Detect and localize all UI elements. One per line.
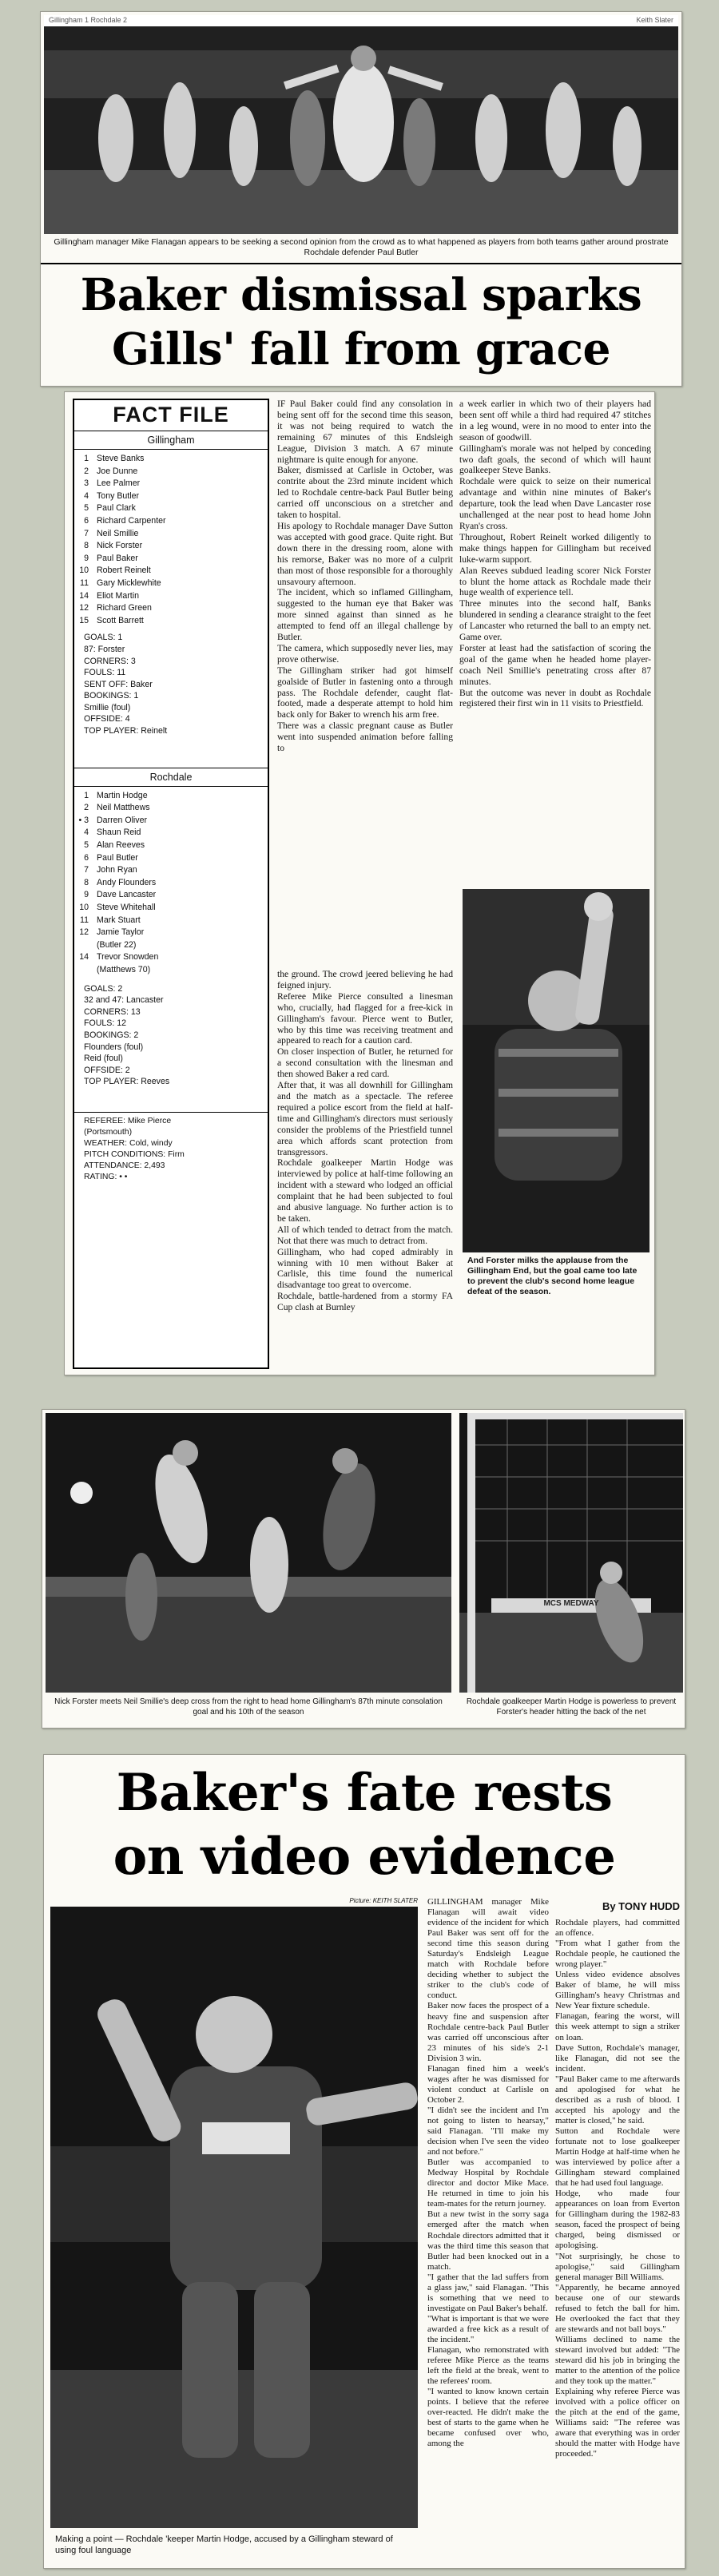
photo-artwork (50, 1907, 418, 2528)
home-lineup-row (74, 528, 268, 541)
shirt-number (74, 964, 97, 977)
article-column-1: GILLINGHAM manager Mike Flanagan will await video evidence of the incident for which Paul Baker was sent off for the second time this season during Saturday's Endsleigh League match with Rochdale before deciding whether to subject the striker to the club's code of conduct. Baker now faces the prospect of a heavy fine and suspension after Rochdale centre-back Paul Butler was carried off unconscious after 23 minutes of his side's 2-1 Division 3 win. Flanagan fined him a week's wages after he was dismissed for violent conduct at Carlisle on October 2. "I didn't see the incident and I'm not going to listen to hearsay," said Flanagan. "I'll make my decision when I've seen the video and not before." Butler was accompanied to Medway Hospital by Rochdale director and doctor Mike Mace. He returned in time to join his team-mates for the return journey. But a new twist in the sorry saga emerged after the match when Rochdale directors admitted that it was the third time this season that Butler had been knocked out in a match. "I gather that the lad suffers from a glass jaw," said Flanagan. "This is something that we need to investigate on Paul Baker's behalf. "What is important is that we were awarded a free kick as a result of the incident." Flanagan, who remonstrated with referee Mike Pierce as the teams left the field at the break, went to the referees' room. "I wanted to know known certain points. I believe that the referee over-reacted. He didn't make the best of starts to the game when he became confused over who, among the (427, 1897, 549, 2449)
shirt-number: 15 (79, 615, 89, 625)
rule-divider (41, 263, 681, 264)
player-name: Tony Butler (97, 490, 139, 501)
player-name: Eliot Martin (97, 590, 139, 601)
photo-caption-hodge-beaten: Rochdale goalkeeper Martin Hodge is powerless to prevent Forster's header hitting the back of the net (466, 1697, 677, 1717)
away-lineup-row (74, 852, 268, 865)
stat-line: BOOKINGS: 1 (84, 691, 139, 701)
fact-file-title: FACT FILE (113, 403, 229, 427)
shirt-number: 12 (79, 603, 89, 613)
home-lineup-row (74, 466, 268, 478)
shirt-number: 9 (84, 553, 89, 563)
player-name: Dave Lancaster (97, 890, 157, 900)
home-lineup-row (74, 578, 268, 590)
shirt-number: 2 (84, 803, 89, 813)
article-column-1-cont: the ground. The crowd jeered believing he had feigned injury. Referee Mike Pierce consulted a linesman who, crucially, had flagged for a free-kick in Gillingham's favour. Pierce went to Butler, who by this time was receiving treatment and appeared to reach for a caution card. On closer inspection of Butler, he returned for a second consultation with the linesman and then showed Baker a red card. After that, it was all downhill for Gillingham and the match as a spectacle. The referee required a police escort from the field at half-time and Gillingham's directors must seriously consider the problems of the Priestfield tunnel area which affords scant protection from transgressors. Rochdale goalkeeper Martin Hodge was interviewed by police at half-time following an incident with a steward who lodged an official complaint that he had been subjected to foul and abusive language. No further action is to be taken. All of which tended to detract from the match. Not that there was much to detract from. Gillingham, who had coped admirably in winning with 10 men without Baker at Carlisle, this time found the numerical disadvantage too great to overcome. Rochdale, battle-hardened from a stormy FA Cup clash at Burnley (277, 969, 453, 1313)
stat-line: CORNERS: 13 (84, 1006, 141, 1017)
player-name: Steve Banks (97, 454, 145, 463)
match-info-line: PITCH CONDITIONS: Firm (84, 1149, 185, 1159)
away-stats (74, 983, 268, 1088)
photo-hodge-beaten (459, 1413, 683, 1693)
photo-forster-celebration (463, 889, 649, 1252)
stat-line: GOALS: 2 (84, 983, 123, 994)
away-team-heading: Rochdale (74, 768, 268, 787)
photo-clipping-2 (42, 1409, 685, 1729)
player-name: Paul Butler (97, 852, 138, 863)
home-lineup-row (74, 478, 268, 490)
home-lineup-row (74, 590, 268, 603)
shirt-number: 5 (84, 840, 89, 851)
player-name: Gary Micklewhite (97, 578, 161, 588)
shirt-number: 10 (79, 566, 89, 576)
home-lineup-row (74, 490, 268, 503)
player-name: Andy Flounders (97, 877, 157, 887)
headline-baker-dismissal (44, 268, 678, 387)
stat-line: GOALS: 1 (84, 633, 123, 643)
player-name: Richard Green (97, 603, 152, 613)
shirt-number: 10 (79, 903, 89, 912)
player-name: Robert Reinelt (97, 566, 151, 576)
player-name: Jamie Taylor (97, 927, 145, 938)
shirt-number: 8 (84, 541, 89, 551)
shirt-number: 14 (79, 590, 89, 601)
photo-hodge-gesture (50, 1907, 418, 2528)
article-clipping-1 (40, 11, 682, 387)
article-clipping-3 (43, 1754, 685, 2569)
home-lineup-row (74, 602, 268, 615)
home-lineup-row (74, 453, 268, 466)
article-column-2: a week earlier in which two of their players had been sent off while a third had required 47 stitches in a leg wound, were in no mood to enter into the season of goodwill. Gillingham's morale was not helped by conceding two daft goals, the second of which will haunt goalkeeper Steve Banks. Rochdale were quick to seize on their numerical advantage and within nine minutes of Baker's departure, took the lead when Dave Lancaster rose unchallenged at the near post to head home John Ryan's cross. Throughout, Robert Reinelt worked diligently to make things happen for Gillingham but received luke-warm support. Alan Reeves subdued leading scorer Nick Forster to blunt the home attack as Rochdale made their huge wealth of experience tell. Three minutes into the second half, Banks blundered in sending a clearance straight to the feet of Lancaster who returned the ball to an empty net. Game over. Forster at least had the satisfaction of scoring the goal of the game when he headed home player-coach Neil Smillie's penetrating cross after 87 minutes. But the outcome was never in doubt as Rochdale registered their first win in 11 visits to Priestfield. (459, 399, 651, 709)
stat-line: CORNERS: 3 (84, 656, 136, 666)
headline-line-2: Gills' fall from grace (111, 323, 611, 375)
fact-file-box (73, 399, 269, 1369)
shirt-number (74, 939, 97, 952)
home-stats (74, 632, 268, 736)
stat-line: Reid (foul) (84, 1054, 123, 1064)
away-lineup-row (74, 939, 268, 952)
clipping-header-strip (44, 15, 678, 26)
away-lineup-row (74, 951, 268, 964)
player-name: Darren Oliver (97, 815, 147, 825)
photo-artwork (463, 889, 649, 1252)
away-lineup-row (74, 964, 268, 977)
home-lineup-row (74, 615, 268, 628)
picture-credit: Picture: KEITH SLATER (349, 1897, 418, 1904)
shirt-number: 2 (84, 466, 89, 476)
player-name: Neil Smillie (97, 528, 139, 538)
home-lineup (74, 453, 268, 627)
shirt-number: 11 (80, 915, 89, 925)
stat-line: 87: Forster (84, 644, 125, 654)
away-lineup-row (74, 889, 268, 902)
match-info-line: REFEREE: Mike Pierce (84, 1116, 172, 1125)
player-name: Trevor Snowden (97, 952, 159, 963)
match-info-line: RATING: • • (84, 1172, 128, 1181)
article-column-2: Rochdale players, had committed an offence. "From what I gather from the Rochdale people, he cautioned the wrong player." Unless video evidence absolves Baker of blame, he will miss Gillingham's heavy Christmas and New Year fixture schedule. Flanagan, fearing the worst, will this week attempt to sign a striker on loan. Dave Sutton, Rochdale's manager, like Flanagan, did not see the incident. "Paul Baker came to me afterwards and apologised for what he described as a rush of blood. I accepted his apology and the matter is closed," he said. Sutton and Rochdale were fortunate not to lose goalkeeper Martin Hodge at half-time when he was interviewed by police after a Gillingham steward complained that he had used foul language. Hodge, who made four appearances on loan from Everton for Gillingham during the 1982-83 season, faced the prospect of being charged, being dismissed or apologising. "Not surprisingly, he chose to apologise," said Gillingham general manager Bill Williams. "Apparently, he became annoyed because one of our stewards refused to fetch the ball for him. He overlooked the fact that they are stewards and not ball boys." Williams declined to name the steward involved but added: "The steward did his job in bringing the matter to the attention of the police and they took up the matter." Explaining why referee Pierce was involved with a police officer on the pitch at the end of the game, Williams said: "The referee was aware that everything was in order should the matter with Hodge have proceeded." (555, 1918, 680, 2459)
home-lineup-row (74, 553, 268, 566)
player-name: (Butler 22) (97, 939, 137, 950)
shirt-number: 4 (84, 490, 89, 501)
player-name: Paul Clark (97, 503, 136, 514)
match-info-line: ATTENDANCE: 2,493 (84, 1161, 165, 1170)
photo-caption-flanagan: Gillingham manager Mike Flanagan appears to be seeking a second opinion from the crowd as to what happened as players from both teams gather around prostrate Rochdale defender Paul Butler (54, 237, 669, 257)
away-lineup-row (74, 790, 268, 803)
player-name: Martin Hodge (97, 790, 148, 800)
stat-line: 32 and 47: Lancaster (84, 995, 164, 1006)
shirt-number: 5 (84, 503, 89, 514)
player-name: (Matthews 70) (97, 964, 151, 974)
match-score-strip: Gillingham 1 Rochdale 2 (49, 16, 128, 24)
away-lineup-row (74, 827, 268, 839)
player-name: Scott Barrett (97, 615, 144, 625)
player-name: Lee Palmer (97, 478, 141, 489)
shirt-number: 7 (84, 528, 89, 538)
stat-line: TOP PLAYER: Reeves (84, 1077, 170, 1087)
stat-line: SENT OFF: Baker (84, 679, 153, 689)
photo-artwork (44, 26, 678, 234)
photo-caption-hodge: Making a point — Rochdale 'keeper Martin Hodge, accused by a Gillingham steward of using foul language (55, 2534, 393, 2555)
photo-forster-header (46, 1413, 451, 1693)
player-name: Richard Carpenter (97, 515, 166, 526)
player-name: Joe Dunne (97, 466, 138, 476)
stat-line: Smillie (foul) (84, 702, 131, 712)
stat-line: OFFSIDE: 4 (84, 714, 130, 724)
home-lineup-row (74, 515, 268, 528)
match-info-line: WEATHER: Cold, windy (84, 1138, 173, 1148)
stat-line: Flounders (foul) (84, 1042, 144, 1052)
photo-caption-forster: And Forster milks the applause from the Gillingham End, but the goal came too late to prevent the club's second home league defeat of the season. (467, 1256, 638, 1296)
photographer-strip: Keith Slater (636, 16, 673, 24)
home-lineup-row (74, 565, 268, 578)
away-lineup-row (74, 902, 268, 915)
shirt-number: • 3 (78, 815, 89, 825)
player-name: John Ryan (97, 865, 137, 875)
away-lineup-row (74, 877, 268, 890)
article-body-clipping (64, 391, 655, 1375)
player-name: Neil Matthews (97, 803, 150, 813)
stat-line: TOP PLAYER: Reinelt (84, 726, 168, 736)
player-name: Shaun Reid (97, 828, 141, 838)
stat-line: FOULS: 11 (84, 668, 126, 678)
photo-artwork (46, 1413, 451, 1693)
shirt-number: 8 (84, 877, 89, 887)
photo-caption-forster-header: Nick Forster meets Neil Smillie's deep cross from the right to head home Gillingham's 87th minute consolation goal and his 10th of the season (54, 1697, 443, 1717)
shirt-number: 1 (84, 454, 89, 463)
away-lineup-row (74, 839, 268, 852)
match-info-footer (74, 1116, 268, 1183)
player-name: Paul Baker (97, 553, 138, 563)
match-info-line: (Portsmouth) (84, 1127, 133, 1137)
article-column-1: IF Paul Baker could find any consolation in being sent off for the second time this season, it was not being required to watch the remaining 67 minutes of this Endsleigh League, Division 3 match. A 67 minute nightmare is quite enough for anyone. Baker, dismissed at Carlisle in October, was contrite about the 23rd minute incident which led to Rochdale centre-back Paul Butler being carried off unconscious on a stretcher and taken to hospital. His apology to Rochdale manager Dave Sutton was accepted with good grace. Quite right. But down there in the dressing room, alone with his remorse, Baker was no more of a culprit than most of those responsible for a thoroughly unsavoury afternoon. The incident, which so inflamed Gillingham, suggested to the human eye that Baker was more sinned against than sinned as he attempted to fend off an illegal challenge by Butler. The camera, which supposedly never lies, may prove otherwise. The Gillingham striker had got himself goalside of Butler in fastening onto a through pass. The Rochdale defender, caught flat-footed, made a desperate attempt to hold him back only for Baker to wrench his arm free. There was a classic pregnant cause as Butler went into suspended animation before falling to (277, 399, 453, 754)
shirt-number: 6 (84, 852, 89, 863)
player-name: Alan Reeves (97, 840, 145, 851)
shirt-number: 6 (84, 515, 89, 526)
stat-line: OFFSIDE: 2 (84, 1065, 130, 1075)
away-lineup (74, 790, 268, 977)
headline-line-2: on video evidence (113, 1827, 616, 1887)
shirt-number: 14 (79, 952, 89, 963)
home-team-heading: Gillingham (74, 431, 268, 450)
headline-line-1: Baker's fate rests (116, 1763, 613, 1823)
shirt-number: 7 (84, 865, 89, 875)
match-photo-flanagan (44, 26, 678, 234)
advertising-board-text: MCS MEDWAY (543, 1599, 599, 1608)
headline-line-1: Baker dismissal sparks (80, 268, 642, 320)
shirt-number: 3 (84, 478, 89, 489)
player-name: Nick Forster (97, 541, 143, 551)
shirt-number: 12 (79, 927, 89, 938)
away-lineup-row (74, 815, 268, 828)
byline: By TONY HUDD (602, 1900, 680, 1912)
away-lineup-row (74, 802, 268, 815)
away-lineup-row (74, 915, 268, 927)
player-name: Mark Stuart (97, 915, 141, 925)
shirt-number: 4 (84, 828, 89, 838)
home-lineup-row (74, 502, 268, 515)
shirt-number: 11 (80, 578, 89, 588)
shirt-number: 9 (84, 890, 89, 900)
photo-artwork (459, 1413, 683, 1693)
headline-baker-video (47, 1761, 681, 1894)
away-lineup-row (74, 927, 268, 939)
shirt-number: 1 (84, 790, 89, 800)
home-lineup-row (74, 540, 268, 553)
stat-line: BOOKINGS: 2 (84, 1030, 139, 1040)
stat-line: FOULS: 12 (84, 1018, 126, 1029)
away-lineup-row (74, 864, 268, 877)
player-name: Steve Whitehall (97, 903, 156, 912)
